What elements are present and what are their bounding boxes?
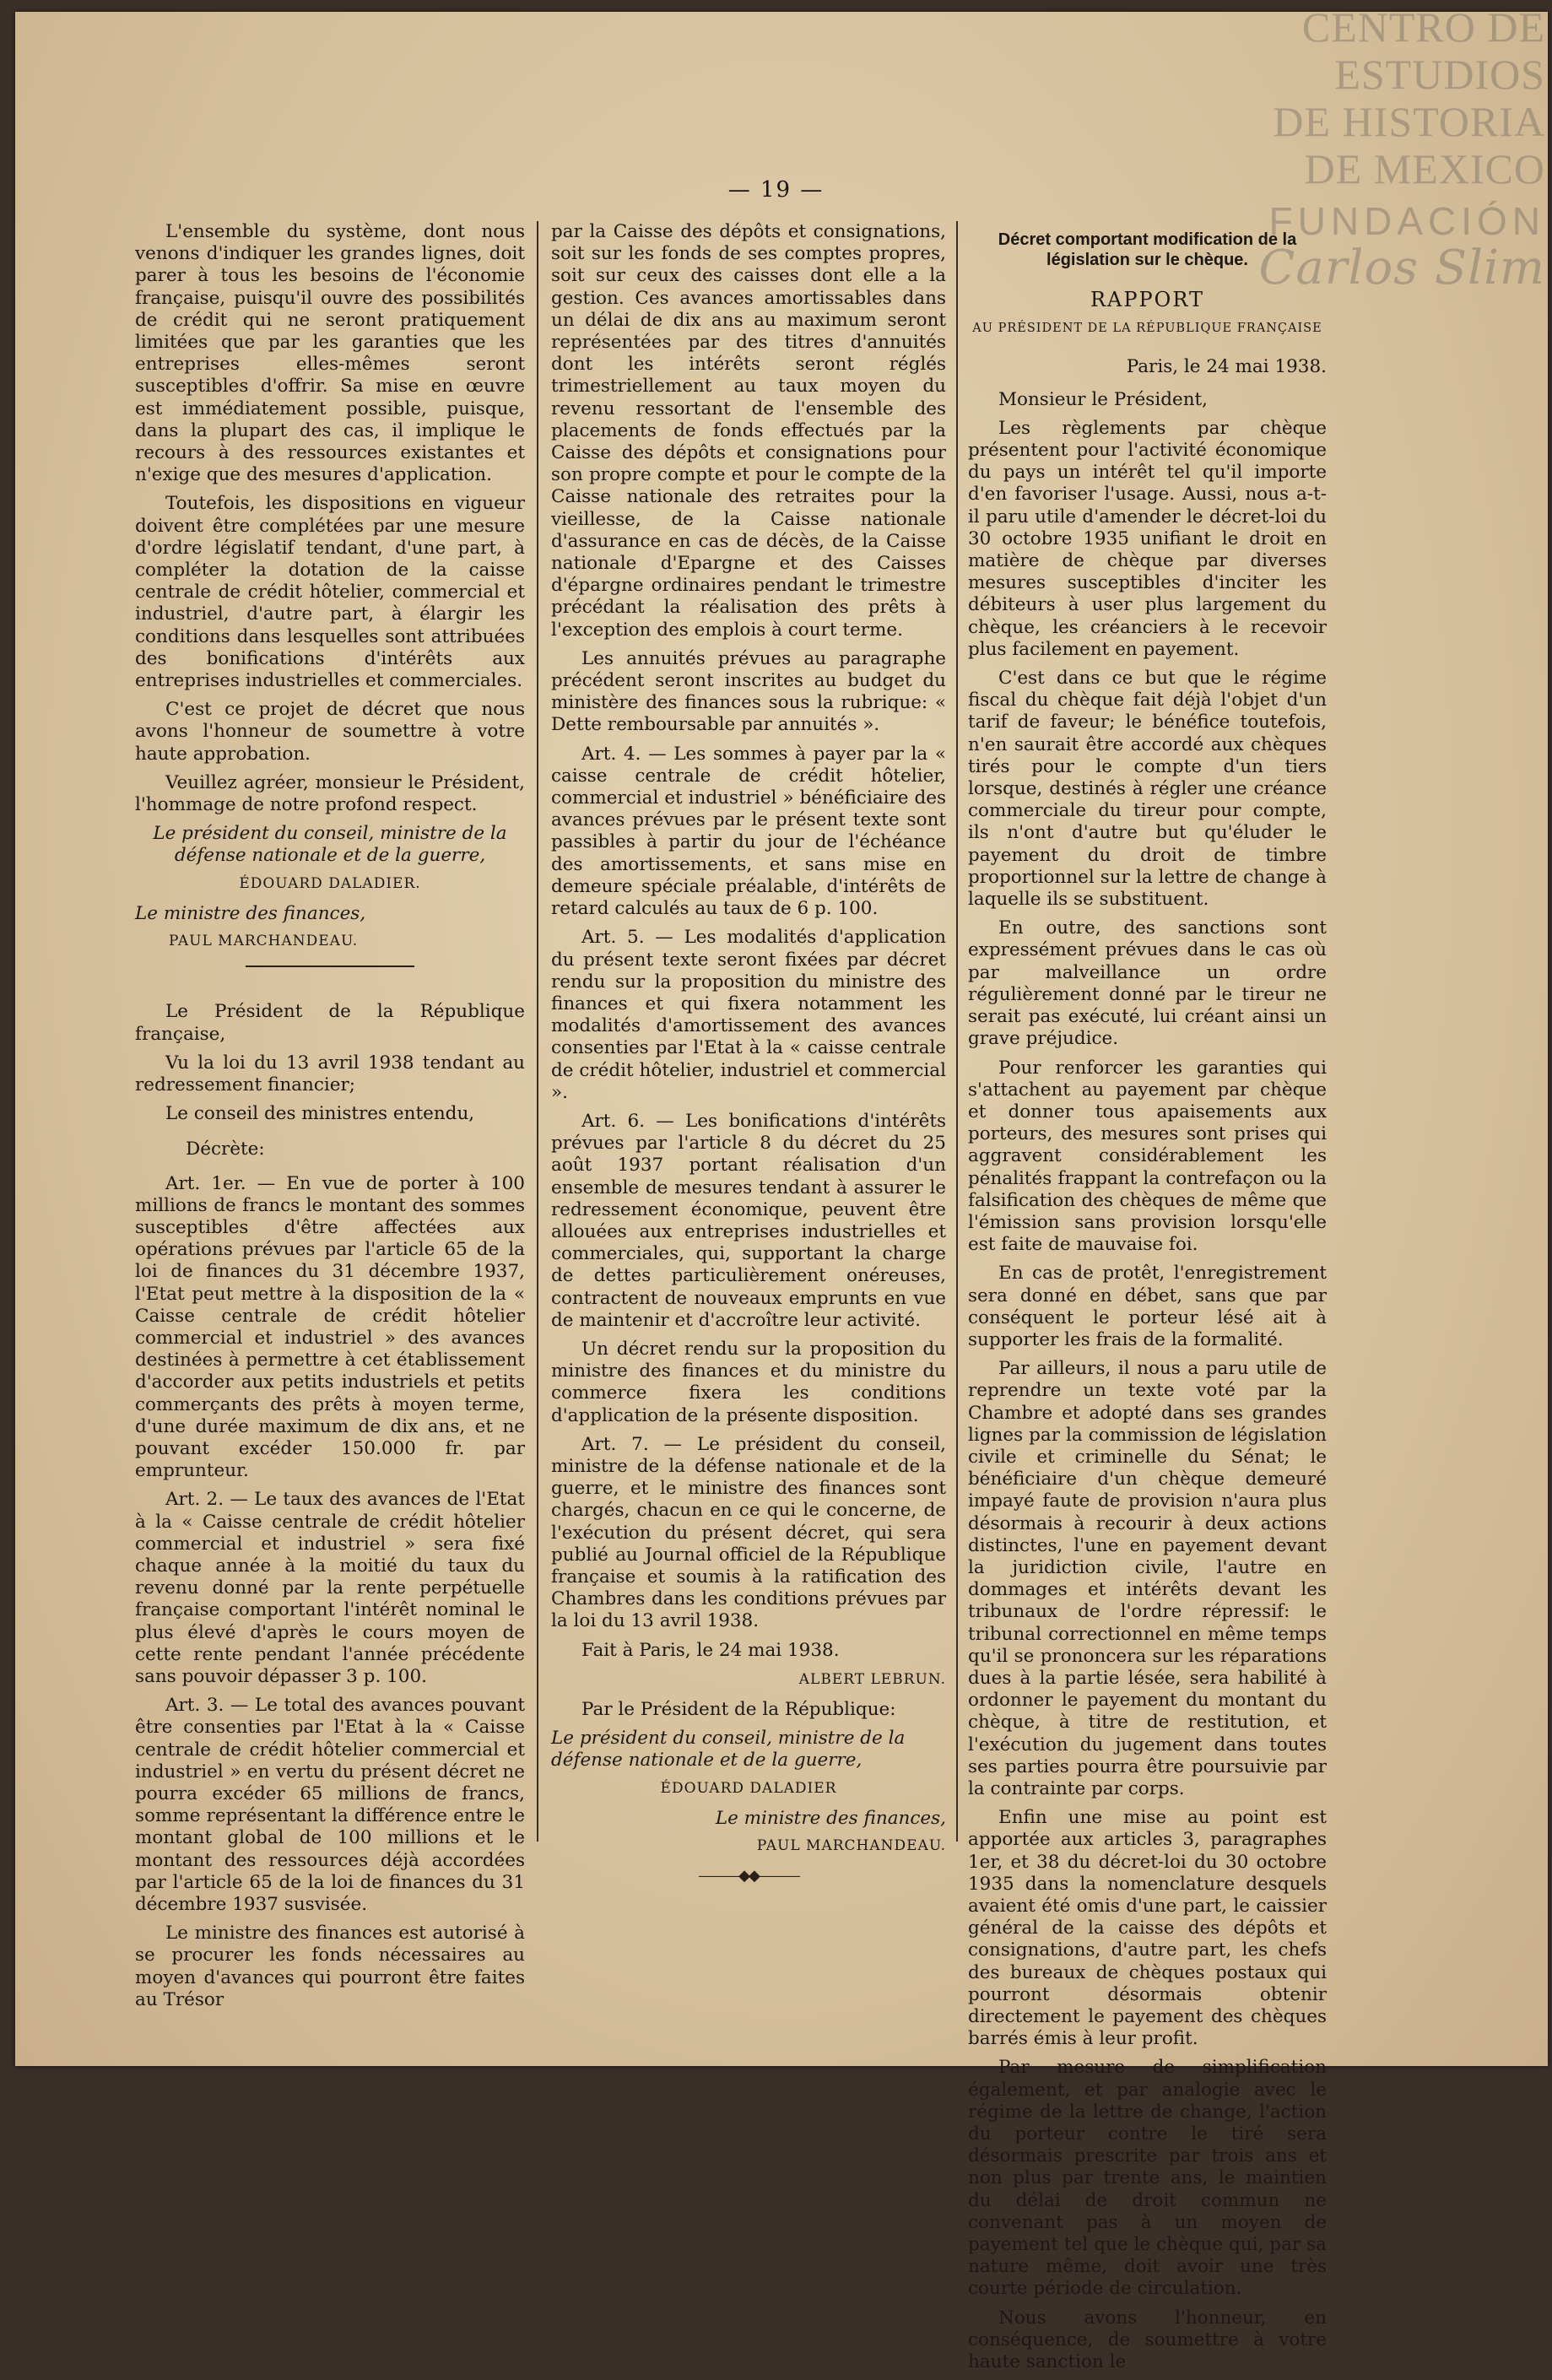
article: Art. 3. — Le total des avances pouvant être consenties par l'Etat à la « Caisse centrale de crédit hôtelier commercial et industriel » en vertu du présent décret ne pourra excéder 65 millions de francs, somme représentant la différence entre le montant global de 100 millions et le montant des ressources déjà accordées par l'article 65 de la loi de finances du 31 décembre 1937 susvisée. xyxy=(135,1695,525,1916)
paragraph: Nous avons l'honneur, en conséquence, de soumettre à votre haute sanction le xyxy=(968,2307,1327,2373)
paragraph: Toutefois, les dispositions en vigueur doivent être complétées par une mesure d'ordre législatif tendant, d'une part, à compléter la dotation de la caisse centrale de crédit hôtelier, commercial et industriel, d'autre part, à élargir les conditions dans lesquelles sont attribuées des bonifications d'intérêts aux entreprises industrielles et commerciales. xyxy=(135,493,525,692)
column-right xyxy=(968,221,1327,2380)
signatory-name: PAUL MARCHANDEAU. xyxy=(169,933,359,950)
paragraph: Les annuités prévues au paragraphe précédent seront inscrites au budget du ministère des finances sous la rubrique: « Dette remboursable par annuités ». xyxy=(551,647,946,736)
column-left xyxy=(135,221,525,2018)
article: Art. 7. — Le président du conseil, ministre de la défense nationale et de la guerre, et le ministre des finances sont chargés, chacun en ce qui le concerne, de l'exécution du présent décret, qui sera publié au Journal officiel de la République française et soumis à la ratification des Chambres dans les conditions prévues par la loi du 13 avril 1938. xyxy=(551,1433,946,1632)
article: Art. 1er. — En vue de porter à 100 millions de francs le montant des sommes susceptibles d'être affectées aux opérations prévues par l'article 65 de la loi de finances du 31 décembre 1937, l'Etat peut mettre à la disposition de la « Caisse centrale de crédit hôtelier commercial et industriel » des avances destinées à permettre à cet établissement d'accorder aux petits industriels et petits commerçants des prêts à moyen terme, d'une durée maximum de dix ans, et ne pouvant excéder 150.000 fr. par emprunteur. xyxy=(135,1172,525,1482)
paragraph: Vu la loi du 13 avril 1938 tendant au redressement financier; xyxy=(135,1052,525,1095)
paragraph: Les règlements par chèque présentent pour l'activité économique du pays un intérêt tel qu'il importe d'en favoriser l'usage. Aussi, nous a-t-il paru utile d'amender le décret-loi du 30 octobre 1935 unifiant le droit en matière de chèque par diverses mesures susceptibles d'inciter les débiteurs à user plus largement du chèque, les créanciers à le recevoir plus facilement en payement. xyxy=(968,417,1327,660)
paragraph: En outre, des sanctions sont expressément prévues dans le cas où par malveillance un ordre régulièrement donné par le tireur ne serait pas exécuté, lui créant ainsi un grave préjudice. xyxy=(968,917,1327,1050)
signatory-title: Le président du conseil, ministre de la défense nationale et de la guerre, xyxy=(153,823,507,867)
paragraph: Par mesure de simplification également, et par analogie avec le régime de la lettre de change, l'action du porteur contre le tiré sera désormais prescrite par trois ans et non plus par trente ans, le maintien du délai de droit commun ne convenant pas à un moyen de payement tel que le chèque qui, par sa nature même, doit avoir une très courte période de circulation. xyxy=(968,2057,1327,2300)
watermark-signature: Carlos Slim xyxy=(1258,241,1545,295)
watermark-line: CENTRO DE xyxy=(1301,3,1545,51)
article: Art. 5. — Les modalités d'application du présent texte seront fixées par décret rendu sur la proposition du ministre des finances et qui fixera notamment les modalités d'amortissement des avances consenties par l'Etat à la « caisse centrale de crédit hôtelier, industriel et commercial ». xyxy=(551,927,946,1103)
paragraph: Pour renforcer les garanties qui s'attachent au payement par chèque et donner tous apaisements aux porteurs, des mesures sont prises qui aggravent considérablement les pénalités frappant la contrefaçon ou la falsification des chèques de même que l'émission sans provision lorsqu'elle est faite de mauvaise foi. xyxy=(968,1057,1327,1256)
decree-title: Décret comportant modification de la législation sur le chèque. xyxy=(998,230,1297,269)
paragraph: En cas de protêt, l'enregistrement sera donné en débet, sans que par conséquent le porteur lésé ait à supporter les frais de la formalité. xyxy=(968,1263,1327,1350)
signatory-name: ÉDOUARD DALADIER. xyxy=(239,874,421,892)
decrete-heading: Décrète: xyxy=(186,1139,265,1160)
report-heading: RAPPORT xyxy=(1090,288,1205,311)
watermark-line: DE MEXICO xyxy=(1304,145,1545,192)
signatory-name: PAUL MARCHANDEAU. xyxy=(756,1837,946,1855)
paragraph: Le ministre des finances est autorisé à se procurer les fonds nécessaires au moyen d'avances qui pourront être faites au Trésor xyxy=(135,1923,525,2010)
paragraph: L'ensemble du système, dont nous venons d'indiquer les grandes lignes, doit parer à tous les besoins de l'économie française, puisqu'il ouvre des possibilités de crédit qui ne seront pratiquement limitées que par les garanties que les entreprises elles-mêmes seront susceptibles d'offrir. Sa mise en œuvre est immédiatement possible, puisque, dans la plupart des cas, il implique le recours à des ressources existantes et n'exige que des mesures d'application. xyxy=(135,221,525,486)
column-middle xyxy=(551,221,946,1887)
signatory-title: Le ministre des finances, xyxy=(715,1807,946,1829)
paragraph: Veuillez agréer, monsieur le Président, l'hommage de notre profond respect. xyxy=(135,771,525,816)
article: Art. 2. — Le taux des avances de l'Etat à la « Caisse centrale de crédit hôtelier commercial et industriel » sera fixé chaque année à la moitié du taux du revenu donné par la rente perpétuelle française comportant l'intérêt nominal le plus élevé d'après le cours moyen de cette rente pendant l'année précédente sans pouvoir dépasser 3 p. 100. xyxy=(135,1489,525,1687)
section-divider xyxy=(246,966,414,967)
paragraph: Le Président de la République française, xyxy=(135,1001,525,1045)
article: Art. 4. — Les sommes à payer par la « caisse centrale de crédit hôtelier, commercial et industriel » bénéficiaire des avances prévues par le présent texte sont passibles à partir du jour de l'échéance des amortissements, et sans mise en demeure spéciale préalable, d'intérêts de retard calculés au taux de 6 p. 100. xyxy=(551,743,946,920)
signatory-title: Le président du conseil, ministre de la défense nationale et de la guerre, xyxy=(551,1728,906,1771)
paragraph: Un décret rendu sur la proposition du ministre des finances et du ministre du commerce fixera les conditions d'application de la présente disposition. xyxy=(551,1338,946,1426)
signatory-name: ÉDOUARD DALADIER xyxy=(660,1779,837,1797)
date-line: Paris, le 24 mai 1938. xyxy=(1126,356,1327,378)
watermark-fundacion: FUNDACIÓN xyxy=(1268,199,1545,243)
paragraph: C'est ce projet de décret que nous avons l'honneur de soumettre à votre haute approbation. xyxy=(135,699,525,765)
watermark-line: DE HISTORIA xyxy=(1273,98,1545,145)
ornament-divider: ———◆◆——— xyxy=(698,1867,799,1885)
page-number: — 19 — xyxy=(727,177,825,203)
watermark-line: ESTUDIOS xyxy=(1334,51,1545,98)
paragraph: Par le Président de la République: xyxy=(581,1699,896,1720)
article: Art. 6. — Les bonifications d'intérêts prévues par l'article 8 du décret du 25 août 1937 portant réalisation d'un ensemble de mesures tendant à assurer le redressement économique, peuvent être allouées aux entreprises industrielles et commerciales, qui, supportant la charge de dettes particulièrement onéreuses, contractent de nouveaux emprunts en vue de maintenir et d'accroître leur activité. xyxy=(551,1110,946,1331)
paragraph: par la Caisse des dépôts et consignations, soit sur les fonds de ses comptes propres, soit sur ceux des caisses dont elle a la gestion. Ces avances amortissables dans un délai de dix ans au maximum seront représentées par des titres d'annuités dont les intérêts seront réglés trimestriellement au taux moyen du revenu ressortant de l'ensemble des placements de fonds effectués par la Caisse des dépôts et consignations pour son propre compte et pour le compte de la Caisse nationale des retraites pour la vieillesse, de la Caisse nationale d'assurance en cas de décès, de la Caisse nationale d'Epargne et des Caisses d'épargne ordinaires pendant le trimestre précédant la réalisation des prêts à l'exception des emplois à court terme. xyxy=(551,221,946,641)
paragraph: Le conseil des ministres entendu, xyxy=(165,1103,475,1125)
paragraph: C'est dans ce but que le régime fiscal du chèque fait déjà l'objet d'un tarif de faveur; le bénéfice toutefois, n'en saurait être accordé aux chèques tirés pour le compte d'un tiers lorsque, destinés à régler une créance commerciale du tireur pour compte, ils n'ont d'autre but qu'éluder le payement du droit de timbre proportionnel sur la lettre de change à laquelle ils se substituent. xyxy=(968,668,1327,911)
column-rule xyxy=(537,221,538,1842)
signatory-title: Le ministre des finances, xyxy=(135,902,366,924)
report-subheading: AU PRÉSIDENT DE LA RÉPUBLIQUE FRANÇAISE xyxy=(972,322,1322,336)
salutation: Monsieur le Président, xyxy=(998,388,1209,410)
signatory-name: ALBERT LEBRUN. xyxy=(798,1670,946,1688)
column-rule xyxy=(956,221,958,1842)
paragraph: Enfin une mise au point est apportée aux articles 3, paragraphes 1er, et 38 du décret-loi du 30 octobre 1935 dans la nomenclature desquels avaient été omis d'une part, le caissier général de la caisse des dépôts et consignations, d'autre part, les chefs des bureaux de chèques postaux qui pourront désormais obtenir directement le payement des chèques barrés émis à leur profit. xyxy=(968,1807,1327,2050)
date-line: Fait à Paris, le 24 mai 1938. xyxy=(581,1639,840,1661)
paragraph: Par ailleurs, il nous a paru utile de reprendre un texte voté par la Chambre et adopté dans ses grandes lignes par la commission de législation civile et criminelle du Sénat; le bénéficiaire d'un chèque demeuré impayé faute de provision n'aura plus désormais à recourir à deux actions distinctes, l'une en payement devant la juridiction civile, l'autre en dommages et intérêts devant les tribunaux de l'ordre répressif: le tribunal correctionnel en même temps qu'il se prononcera sur les réparations dues à la partie lésée, sera habilité à ordonner le payement du montant du chèque, à titre de restitution, et l'exécution du jugement dans toutes ses parties pourra être poursuivie par la contrainte par corps. xyxy=(968,1358,1327,1799)
